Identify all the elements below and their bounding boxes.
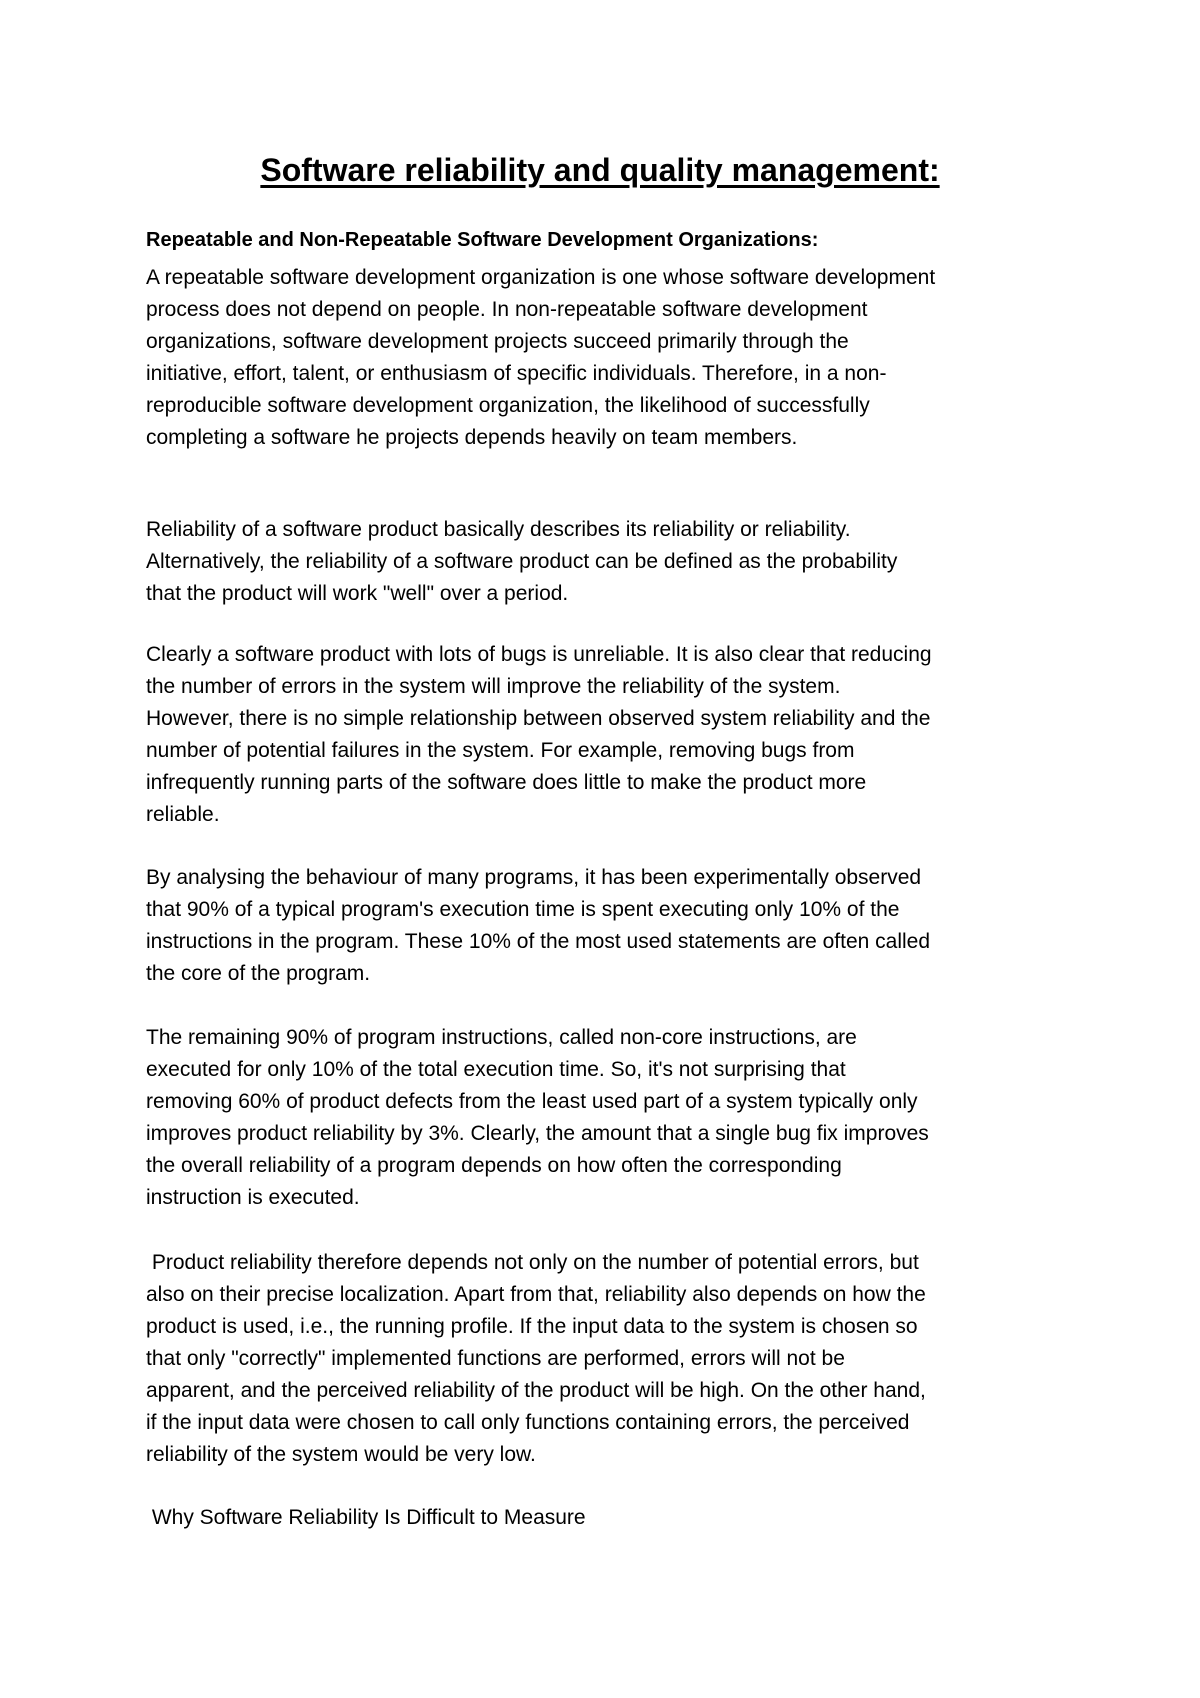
- paragraph-non-core-instructions: [146, 1022, 1076, 1214]
- paragraph-reliability-definition: [146, 514, 1076, 610]
- text-line: By analysing the behaviour of many programs, it has been experimentally observed: [146, 866, 922, 889]
- text-line: the core of the program.: [146, 962, 371, 985]
- text-line: that only "correctly" implemented functions are performed, errors will not be: [146, 1347, 845, 1370]
- text-line: initiative, effort, talent, or enthusiasm of specific individuals. Therefore, in a non-: [146, 362, 887, 385]
- text-line: process does not depend on people. In non-repeatable software development: [146, 298, 868, 321]
- text-line: the overall reliability of a program depends on how often the corresponding: [146, 1154, 842, 1177]
- text-line: Clearly a software product with lots of bugs is unreliable. It is also clear that reducing: [146, 643, 932, 666]
- text-line: reproducible software development organization, the likelihood of successfully: [146, 394, 870, 417]
- text-line: the number of errors in the system will improve the reliability of the system.: [146, 675, 841, 698]
- text-line: if the input data were chosen to call only functions containing errors, the perceived: [146, 1411, 910, 1434]
- paragraph-program-core: [146, 862, 1076, 990]
- text-line: completing a software he projects depends heavily on team members.: [146, 426, 798, 449]
- text-line: The remaining 90% of program instructions, called non-core instructions, are: [146, 1026, 857, 1049]
- text-line: that the product will work "well" over a period.: [146, 582, 569, 605]
- text-line: Why Software Reliability Is Difficult to Measure: [146, 1506, 586, 1529]
- text-line: infrequently running parts of the software does little to make the product more: [146, 771, 867, 794]
- text-line: Reliability of a software product basically describes its reliability or reliability.: [146, 518, 851, 541]
- text-line: Alternatively, the reliability of a software product can be defined as the probability: [146, 550, 898, 573]
- text-line: number of potential failures in the system. For example, removing bugs from: [146, 739, 855, 762]
- paragraph-bugs-and-reliability: [146, 639, 1076, 831]
- text-line: reliability of the system would be very low.: [146, 1443, 536, 1466]
- paragraph-repeatable-organizations: [146, 262, 1076, 454]
- paragraph-running-profile: [146, 1247, 1076, 1471]
- text-line: executed for only 10% of the total execution time. So, it's not surprising that: [146, 1058, 846, 1081]
- section-subheading: Repeatable and Non-Repeatable Software Development Organizations:: [146, 229, 819, 251]
- text-line: Product reliability therefore depends not only on the number of potential errors, but: [146, 1251, 919, 1274]
- text-line: organizations, software development projects succeed primarily through the: [146, 330, 849, 353]
- text-line: instruction is executed.: [146, 1186, 360, 1209]
- text-line: product is used, i.e., the running profile. If the input data to the system is chosen so: [146, 1315, 918, 1338]
- text-line: apparent, and the perceived reliability of the product will be high. On the other hand,: [146, 1379, 926, 1402]
- text-line: removing 60% of product defects from the least used part of a system typically only: [146, 1090, 918, 1113]
- text-line: However, there is no simple relationship between observed system reliability and the: [146, 707, 931, 730]
- text-line: instructions in the program. These 10% of the most used statements are often called: [146, 930, 931, 953]
- document-title: Software reliability and quality management:: [260, 152, 940, 188]
- text-line: also on their precise localization. Apart from that, reliability also depends on how the: [146, 1283, 926, 1306]
- text-line: improves product reliability by 3%. Clearly, the amount that a single bug fix improves: [146, 1122, 929, 1145]
- text-line: that 90% of a typical program's execution time is spent executing only 10% of the: [146, 898, 900, 921]
- text-line: A repeatable software development organization is one whose software development: [146, 266, 936, 289]
- paragraph-measure-heading: [146, 1502, 1076, 1534]
- text-line: reliable.: [146, 803, 220, 826]
